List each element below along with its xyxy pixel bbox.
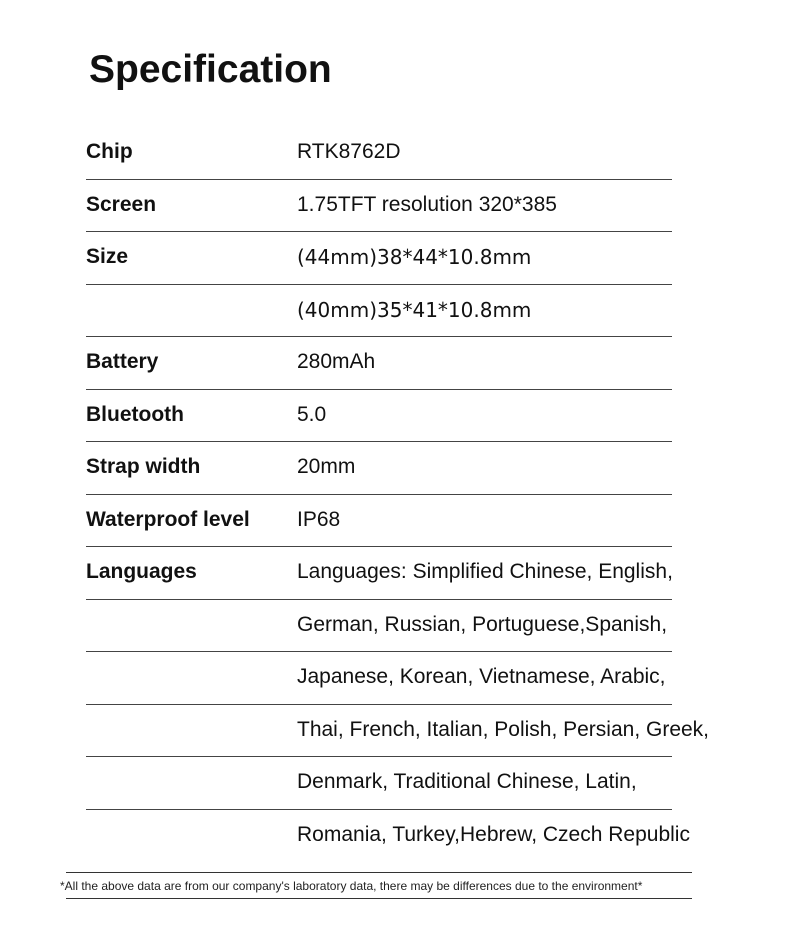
spec-value: IP68: [297, 507, 341, 531]
spec-value: Thai, French, Italian, Polish, Persian, Greek,: [297, 717, 710, 741]
spec-label: Chip: [86, 140, 133, 163]
spec-row-strap-width: [86, 442, 756, 495]
spec-row-size: [86, 232, 756, 285]
spec-label: Battery: [86, 350, 159, 373]
spec-value: (40mm)35*41*10.8mm: [297, 297, 532, 322]
spec-label: Screen: [86, 192, 157, 216]
spec-value: (44mm)38*44*10.8mm: [297, 245, 532, 269]
footnote: *All the above data are from our company's laboratory data, there may be differences due to the environment*: [60, 879, 643, 893]
spec-label: Waterproof level: [86, 507, 250, 531]
spec-table: [86, 127, 756, 862]
spec-row-languages-4: [86, 705, 756, 758]
spec-label: Size: [86, 245, 129, 268]
footnote-top-rule: [66, 872, 692, 873]
spec-label: Bluetooth: [86, 402, 184, 426]
page-title: Specification: [89, 48, 332, 91]
spec-row-languages-6: [86, 810, 756, 863]
spec-label: Languages: [86, 560, 197, 583]
spec-value: Languages: Simplified Chinese, English,: [297, 560, 673, 583]
spec-label: Strap width: [86, 455, 201, 478]
spec-value: 1.75TFT resolution 320*385: [297, 192, 557, 216]
spec-value: 20mm: [297, 455, 356, 478]
spec-row-bluetooth: [86, 390, 756, 443]
spec-row-languages: [86, 547, 756, 600]
spec-row-battery: [86, 337, 756, 390]
spec-row-languages-3: [86, 652, 756, 705]
spec-value: German, Russian, Portuguese,Spanish,: [297, 612, 668, 636]
spec-value: Denmark, Traditional Chinese, Latin,: [297, 770, 637, 793]
spec-value: Japanese, Korean, Vietnamese, Arabic,: [297, 665, 666, 688]
spec-row-size-40mm: [86, 285, 756, 338]
spec-value: 5.0: [297, 402, 327, 426]
spec-value: 280mAh: [297, 350, 376, 373]
spec-row-waterproof: [86, 495, 756, 548]
spec-value: Romania, Turkey,Hebrew, Czech Republic: [297, 822, 690, 846]
spec-row-chip: [86, 127, 756, 180]
spec-row-screen: [86, 180, 756, 233]
spec-value: RTK8762D: [297, 140, 401, 163]
footnote-bottom-rule: [66, 898, 692, 899]
spec-row-languages-2: [86, 600, 756, 653]
spec-row-languages-5: [86, 757, 756, 810]
